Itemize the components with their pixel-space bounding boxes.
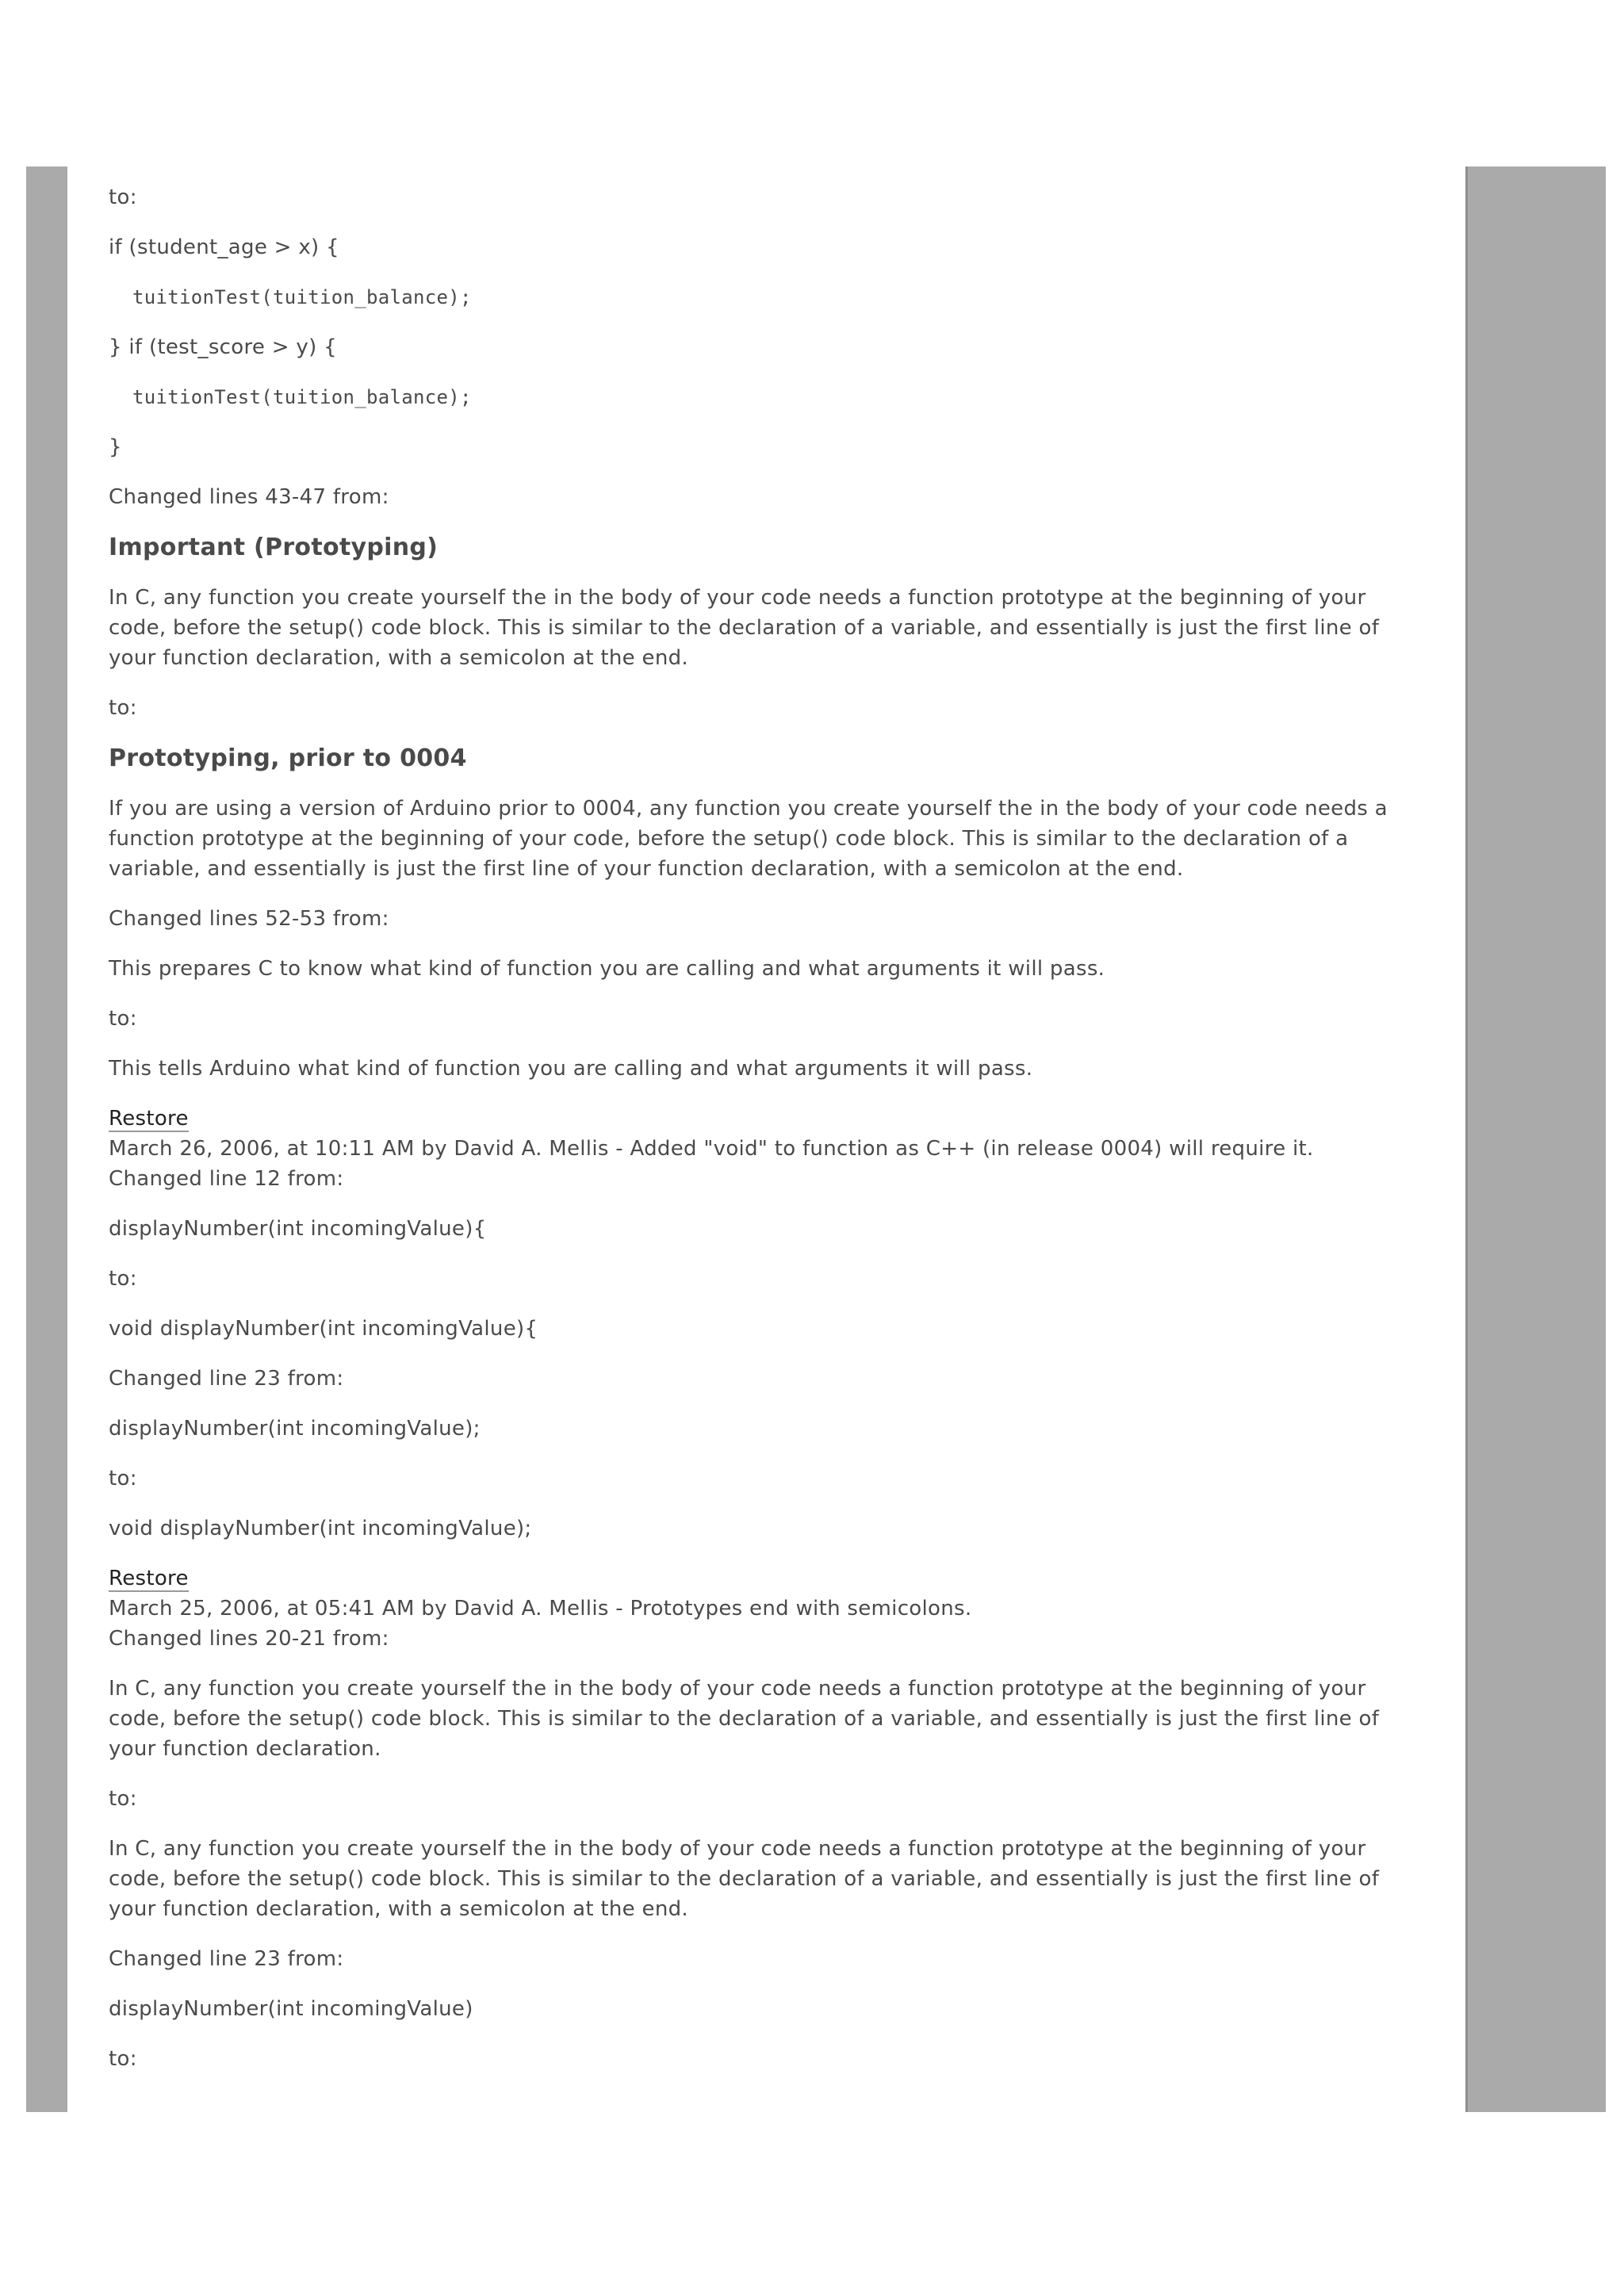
paragraph-from: In C, any function you create yourself the in the body of your code needs a function prototype at the beginning of your code, before the setup() code block. This is similar to the declaration of a variable, and essentially is just the first line of your function declaration. <box>109 1677 1380 1761</box>
revision-entry <box>109 1563 1425 1654</box>
paragraph-tells: This tells Arduino what kind of function you are calling and what arguments it will pass. <box>109 1057 1033 1081</box>
heading-prototyping-prior: Prototyping, prior to 0004 <box>109 744 467 772</box>
code-line-tuition-test: tuitionTest(tuition_balance); <box>132 386 472 408</box>
page-content <box>109 182 1425 2094</box>
restore-link[interactable]: Restore <box>109 1107 189 1131</box>
changed-lines-label: Changed lines 20-21 from: <box>109 1627 389 1651</box>
changed-line-label: Changed line 23 from: <box>109 1947 344 1971</box>
to-label: to: <box>109 1467 137 1490</box>
heading-important-prototyping: Important (Prototyping) <box>109 534 439 561</box>
revision-entry <box>109 1104 1425 1194</box>
to-label: to: <box>109 2047 137 2071</box>
changed-line-label: Changed line 23 from: <box>109 1367 344 1391</box>
revision-meta: March 26, 2006, at 10:11 AM by David A. Mellis - Added "void" to function as C++ (in release 0004) will require it. <box>109 1137 1314 1161</box>
paragraph-to: In C, any function you create yourself the in the body of your code needs a function prototype at the beginning of your code, before the setup() code block. This is similar to the declaration of a variable, and essentially is just the first line of your function declaration, with a semicolon at the end. <box>109 1837 1380 1921</box>
code-from: displayNumber(int incomingValue); <box>109 1417 481 1441</box>
restore-link[interactable]: Restore <box>109 1567 189 1590</box>
code-line-if-student-age: if (student_age > x) { <box>109 235 339 259</box>
code-line-tuition-test: tuitionTest(tuition_balance); <box>132 286 472 308</box>
changed-line-label: Changed line 12 from: <box>109 1167 344 1191</box>
to-label: to: <box>109 1787 137 1811</box>
code-to: void displayNumber(int incomingValue); <box>109 1517 532 1540</box>
code-line-if-test-score: } if (test_score > y) { <box>109 335 337 359</box>
paragraph-prototype-description: In C, any function you create yourself the in the body of your code needs a function prototype at the beginning of your code, before the setup() code block. This is similar to the declaration of a variable, and essentially is just the first line of your function declaration, with a semicolon at the end. <box>109 586 1380 670</box>
code-from: displayNumber(int incomingValue){ <box>109 1217 487 1241</box>
code-line-close-brace: } <box>109 435 122 459</box>
right-gray-margin <box>1465 166 1606 2112</box>
changed-lines-label: Changed lines 43-47 from: <box>109 485 389 509</box>
to-label: to: <box>109 1267 137 1291</box>
revision-meta: March 25, 2006, at 05:41 AM by David A. Mellis - Prototypes end with semicolons. <box>109 1597 972 1621</box>
paragraph-arduino-prior: If you are using a version of Arduino prior to 0004, any function you create yourself the in the body of your code needs a function prototype at the beginning of your code, before the setup() code block. This is similar to the declaration of a variable, and essentially is just the first line of your function declaration, with a semicolon at the end. <box>109 797 1388 881</box>
changed-lines-label: Changed lines 52-53 from: <box>109 907 389 931</box>
code-from: displayNumber(int incomingValue) <box>109 1997 473 2021</box>
paragraph-prepares: This prepares C to know what kind of function you are calling and what arguments it will pass. <box>109 957 1105 981</box>
to-label: to: <box>109 696 137 720</box>
left-gray-margin <box>26 166 67 2112</box>
to-label: to: <box>109 186 137 209</box>
code-to: void displayNumber(int incomingValue){ <box>109 1317 538 1341</box>
to-label: to: <box>109 1007 137 1031</box>
